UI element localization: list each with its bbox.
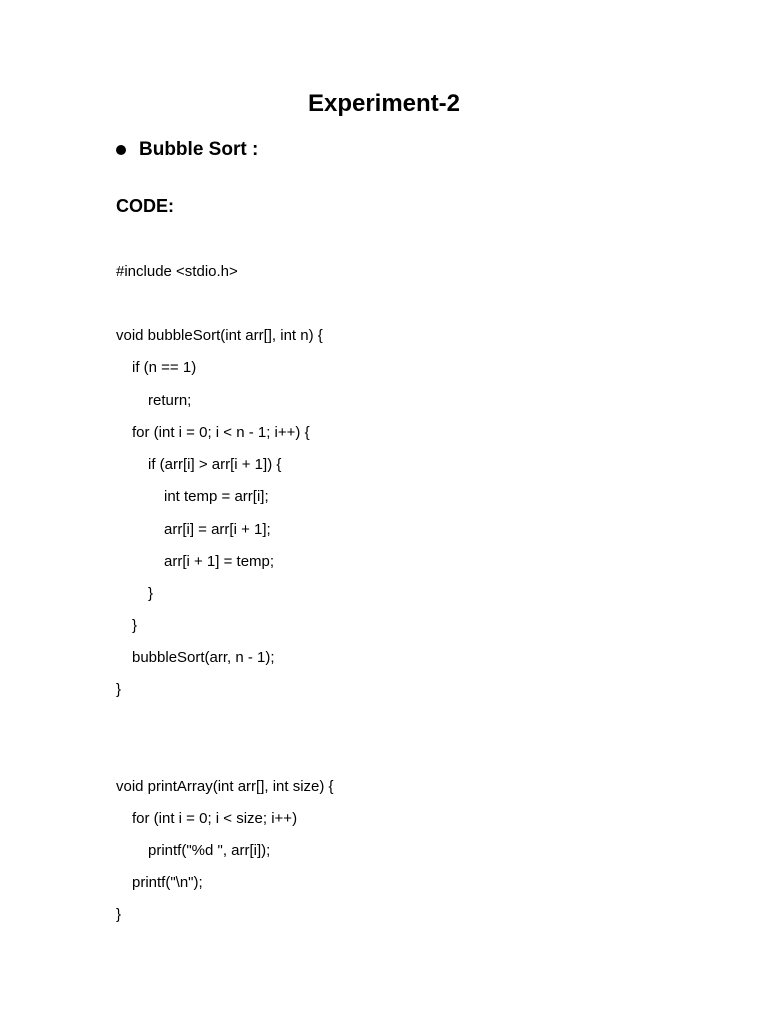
code-line: return; xyxy=(148,392,192,409)
code-line: void printArray(int arr[], int size) { xyxy=(116,778,334,795)
code-line: #include <stdio.h> xyxy=(116,263,238,280)
code-line: int temp = arr[i]; xyxy=(164,488,269,505)
code-line: for (int i = 0; i < size; i++) xyxy=(132,810,298,827)
code-line: bubbleSort(arr, n - 1); xyxy=(132,649,275,666)
code-line: } xyxy=(148,585,154,602)
code-line: printf("\n"); xyxy=(132,874,203,891)
code-line: } xyxy=(132,617,138,634)
code-line: arr[i] = arr[i + 1]; xyxy=(164,521,271,538)
code-line: arr[i + 1] = temp; xyxy=(164,553,275,570)
document-title: Experiment-2 xyxy=(307,90,461,117)
code-line: void bubbleSort(int arr[], int n) { xyxy=(116,327,323,344)
code-line: for (int i = 0; i < n - 1; i++) { xyxy=(132,424,310,441)
code-line: if (arr[i] > arr[i + 1]) { xyxy=(148,456,282,473)
code-line: printf("%d ", arr[i]); xyxy=(148,842,271,859)
code-label: CODE: xyxy=(116,196,174,216)
code-line: } xyxy=(116,681,122,698)
code-line: } xyxy=(116,906,122,923)
section-heading: Bubble Sort : xyxy=(139,139,259,160)
code-line: if (n == 1) xyxy=(132,359,197,376)
